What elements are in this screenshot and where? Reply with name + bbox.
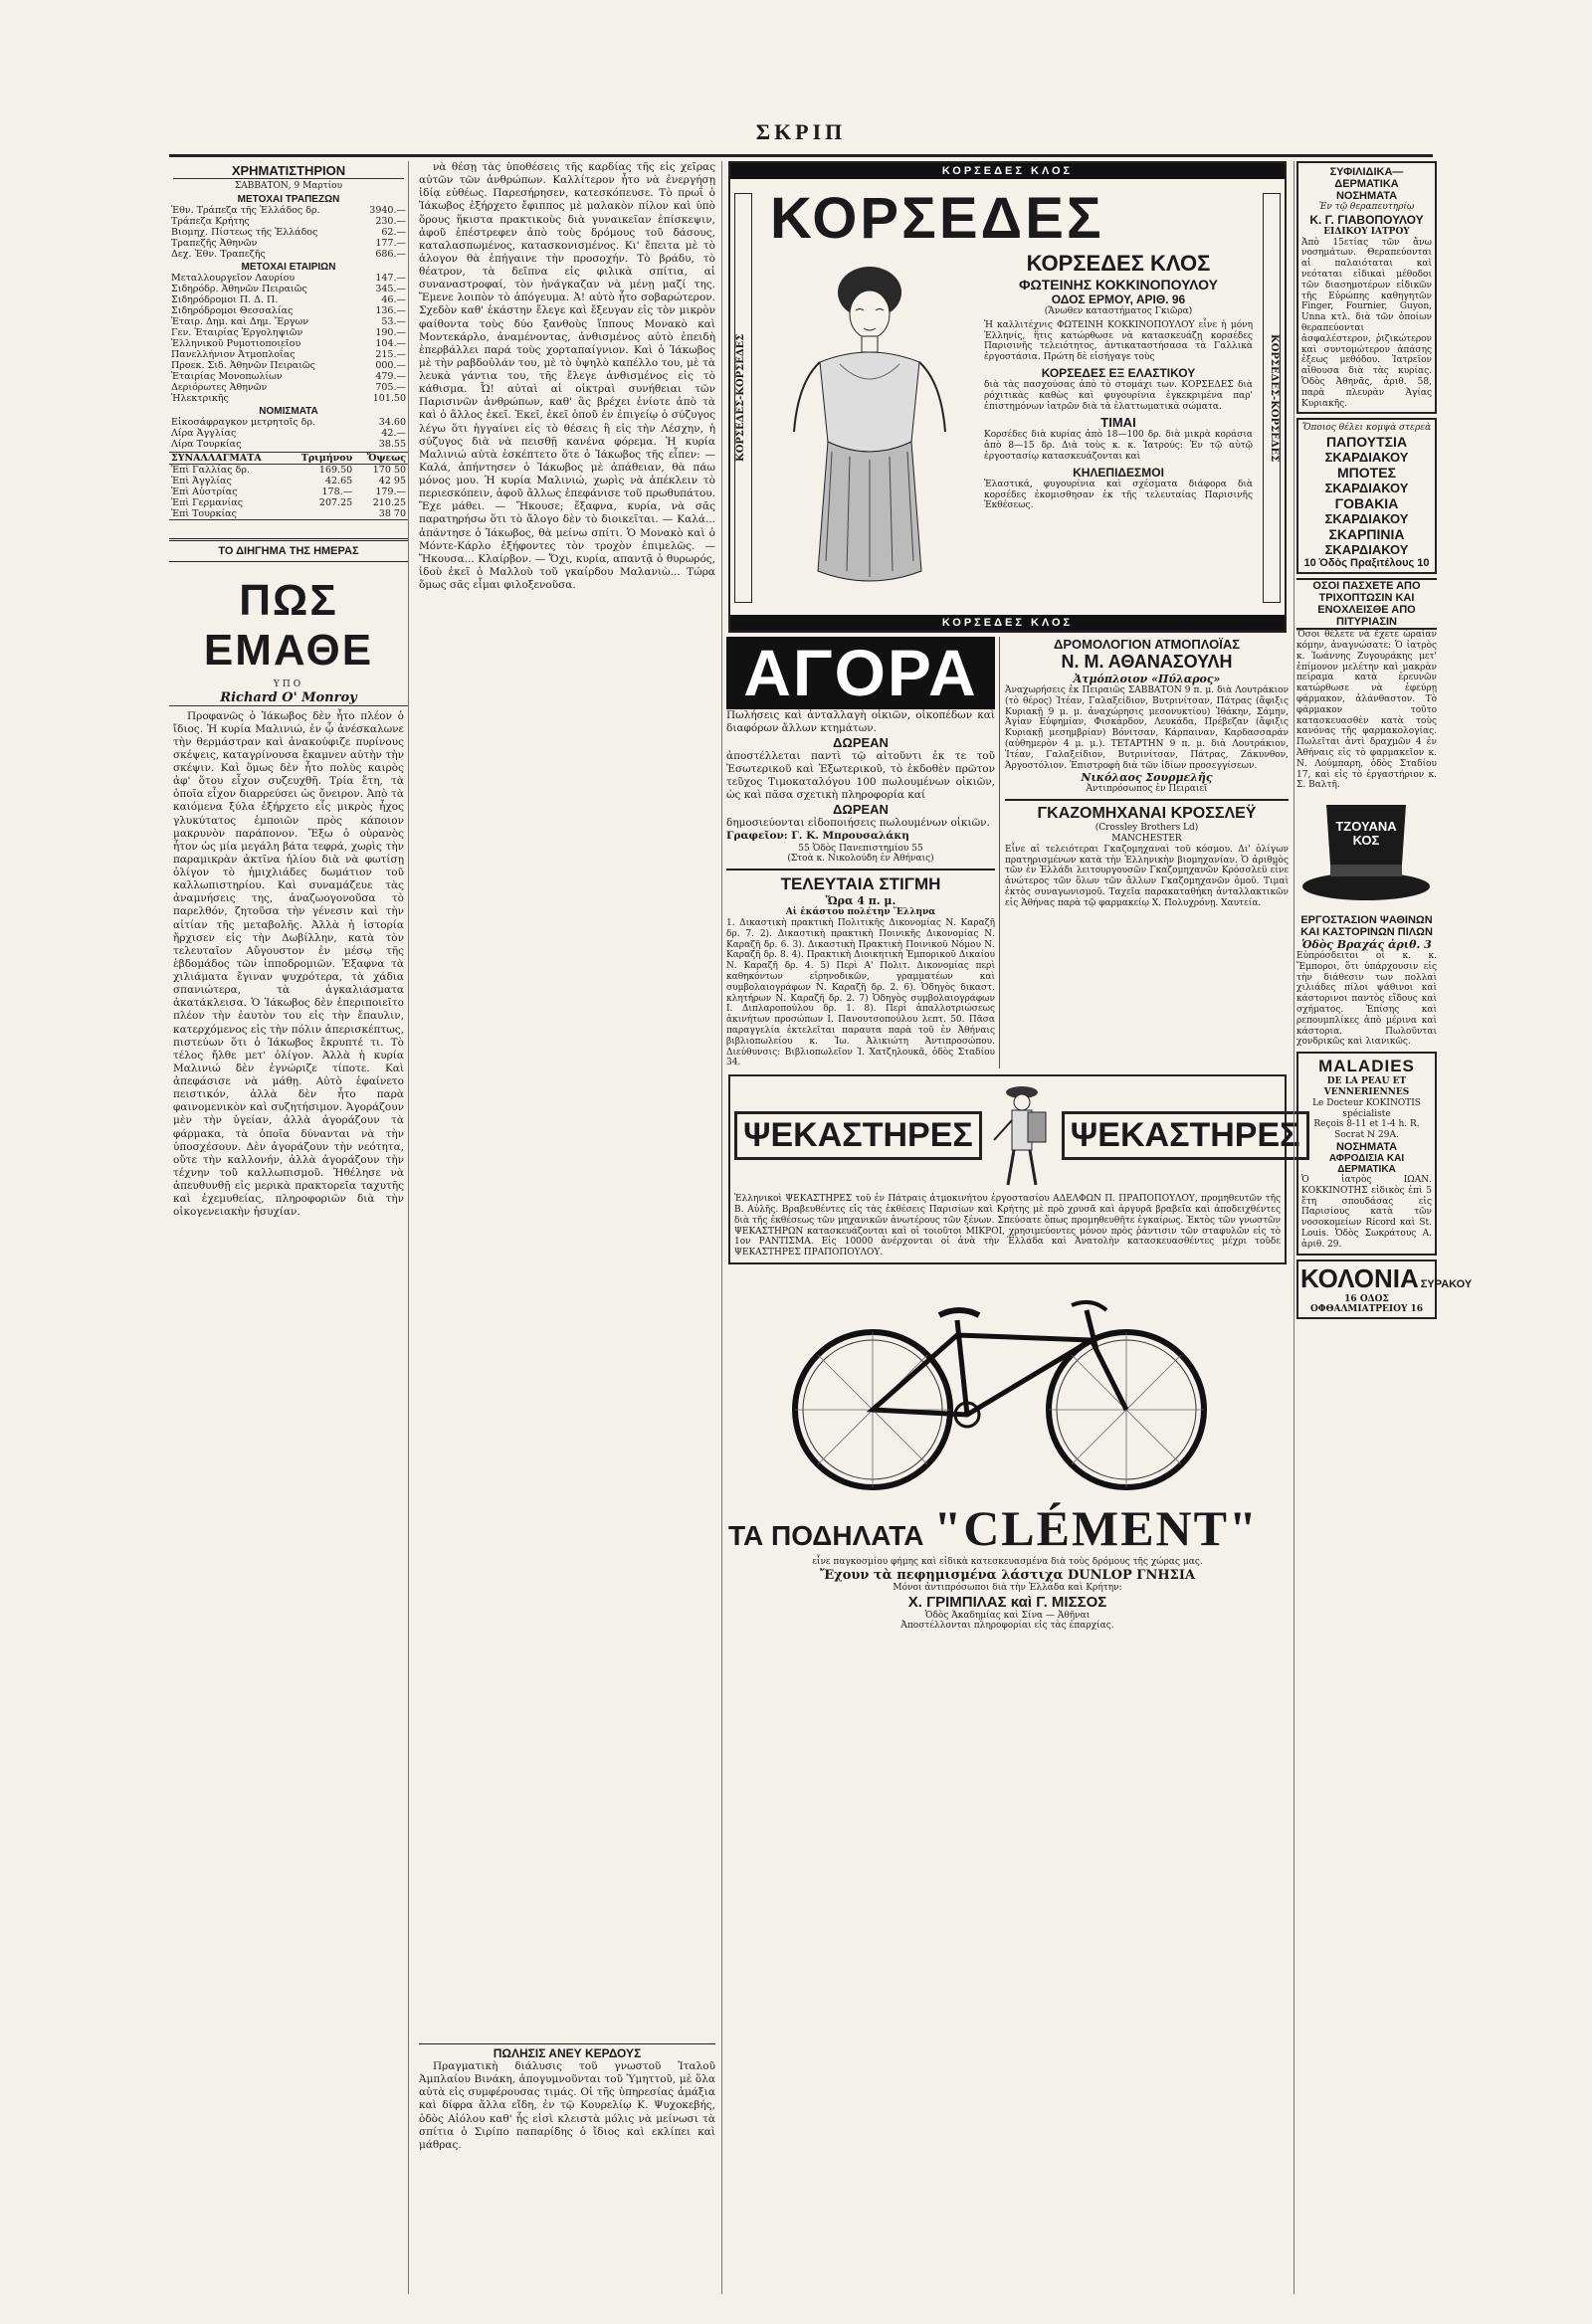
last-minute-title: ΤΕΛΕΥΤΑΙΑ ΣΤΙΓΜΗ [780, 874, 941, 894]
agora-office-2: 55 Ὁδὸς Πανεπιστημίου 55 [798, 843, 923, 854]
table-row [169, 305, 408, 316]
crossley-body: Εἶνε αἱ τελειότεραι Γκαζομηχαναὶ τοῦ κόσμου. Δι' ὀλίγων πρατηρισμένων κατὰ τὴν Ἑλληνικὴν βιομηχανίαν. Ὁ ἀριθμὸς τῶν ἐν Ἑλλάδι λειτουργουσῶν Γκαζομηχανῶν Κρόσσλεϋ εἶνε ἀνώτερος τῶν ὅλων τῶν ἄλλων Γκαζομηχανῶν ὁμοῦ. Τιμαὶ ἐκτὸς συναγωνισμοῦ. Ταχεῖα παρακαταθήκη ἀνταλλακτικῶν εἰς Ἀθήνας παρὰ τῷ φαρμακείῳ Χ. Πολυχρόνῃ. Χαυτεία. [1005, 844, 1289, 908]
shoes-item-3: ΓΟΒΑΚΙΑ [1334, 495, 1399, 512]
table-row [169, 393, 408, 404]
table-row [169, 508, 408, 520]
column-header: Ὄψεως [366, 452, 406, 464]
shoes-shop-3: ΣΚΑΡΔΙΑΚΟΥ [1324, 511, 1409, 527]
row-value: 345.— [375, 283, 406, 294]
agora-body: Πωλήσεις καὶ ἀνταλλαγὴ οἰκιῶν, οἰκοπέδων καὶ διαφόρων ἄλλων κτημάτων. [726, 708, 995, 734]
row-name: Πανελλήνιον Ἀτμοπλοΐας [171, 348, 296, 360]
story-body: Προφανῶς ὁ Ἰάκωβος δὲν ἦτο πλέον ὁ ἴδιος. Ἡ κυρία Μαλινιώ, ἐν ᾧ ἀνέσκαλωνε τὴν θερμάστραν καὶ ἀνακούφιζε πυρίνους σκέψεις, καταγρίνουσα ἔκαμνεν αὐτὴν τὴν σκέψιν. Καὶ ὅμως δὲν ἦτο πολὺς καιρὸς ἀφ' ὅτου εἶχον συζευχθῆ. Τρία ἔτη, τὰ ὁποῖα εἶχον διαρρεύσει ὡς ὄνειρον. Ἀπὸ τὰ καιόμενα ξύλα ἐξήρχετο εἷς μικρὸς ἦχος γλυκύτατος ἐμποιῶν πρὸς κάποιον μακρυνὸν παράπονον. Ἔξω ὁ οὐρανὸς ἦτον ὡς μία μεγάλη βάτα τεφρά, χωρὶς τὴν παραμικρὰν ἀκτῖνα ἡλίου διὰ νὰ φωτίσῃ ὀλίγον τὸ ἡμιχλιάδες δωμάτιον τοῦ καλλωπιστηρίου. Καὶ συναμάζευε τὰς ἀναμνήσεις της, ἀναζωογονοῦσα τὸ παρελθόν, ζητοῦσα τὴν γένεσιν καὶ τὴν αἰτίαν τῆς μεταβολῆς. Ἀλλὰ ἡ ἱστορία ἤρχισεν εἰς τὴν Δωβίλλην, κατὰ τὸν τελευταῖον Αὔγουστον ἐν μέσῳ τῆς ἑβδομάδος τῶν ἱπποδρομιῶν. Ἐξαφνα τὰ χιλιάματα ἔγιναν ψυχρότερα, τὰ χάδια σπανιώτερα, τὰ ἀγκαλιάσματα ἀκατάκλεισα. Ὁ Ἰάκωβος δὲν ἐπεριποιεῖτο πλέον τὴν ἐαυτὸν του εἰς τὴν ἔπαυλιν, κατερχόμενος εἰς τὴν πόλιν ἀπερισκέπτως, πιστεύων ὅτι ὁ Ἰάκωβος ἔκρυπτέ τι. Τὸ τέλος ἤλθε μετ' ὀλίγον. Ἀλλὰ ἡ κυρία Μαλινιώ δὲν ἐγνώριζε τίποτε. Καὶ ἀπεφάσισε νὰ μάθῃ. Αὐτὸ ἐφαίνετο πειστικόν, ἀλλὰ δὲν ἦτο παρὰ φαινομενικὸν καὶ συζητήσιμον. Ἀγοράζουν μὲν τὴν ὑγείαν, ἀλλὰ ἀγοράζουν τὰ φάρμακα, τὰ ὁποῖα δύνανται νὰ τὴν ὑποσχέσουν. Δὲν ἀγοράζουν τὴν νεότητα, οὔτε τὴν καλλονήν, ἀλλὰ ἀγοράζουν τὴν τέχνην τοῦ καλλωπισμοῦ. Ἠθέλησε νὰ ἀπευθυνθῇ εἰς μερικὰ πρακτορεῖα ταχυτῆς καὶ ἐχεμυθείας, πληροφοριῶν διὰ τὴν οἰκογενειακὴν ἡσυχίαν. [173, 709, 404, 1219]
clement-advertisement [728, 1270, 1287, 1632]
sale-body: Πραγματικὴ διάλυσις τοῦ γνωστοῦ Ἰταλοῦ Ἀμπλαίου Βινάκη, ἀπογυμνοῦνται τοῦ Ὑμηττοῦ, μὲ ὅλα αὐτὰ εἰς συμφέρουσας τιμάς. Οἱ τῆς ὑπηρεσίας ἀμάξια καὶ δίφρα ἄλλα εἴδη, ἐν τῷ Κουρελίῳ Κ. Ψυχοκεβής, ὁδὸς Αἰόλου καθ' ἧς εἰσὶ κλειστὰ μόλις νὰ μείνωσι τὰ σπίτια ὁ Σιρίπο παπαρίδης ὁ ἴδιος καὶ εκλίπει καὶ μάθρας. [419, 2060, 715, 2151]
row-value: 136.— [375, 304, 406, 316]
row-name: Ἑλληνικοῦ Ρυμοτιοποιεῖου [171, 337, 301, 349]
row-name: Λίρα Ἀγγλίας [171, 427, 237, 439]
corset-band-bottom: ΚΟΡΣΕΔΕΣ ΚΛΟΣ [730, 615, 1285, 631]
row-value: 38 70 [378, 507, 406, 519]
row-name: Ἑταιρίας Μονοπωλίων [171, 370, 283, 382]
column-header: ΣΥΝΑΛΛΑΓΜΑΤΑ [171, 452, 262, 464]
agora-office-3: (Στοὰ κ. Νικολούδη ἐν Ἀθήναις) [787, 854, 934, 865]
row-name: Δεριόρωτες Ἀθηνῶν [171, 381, 268, 393]
top-hat-illustration [1296, 795, 1436, 914]
corset-sub: ΚΟΡΣΕΔΕΣ ΚΛΟΣ [1026, 251, 1211, 276]
hair-advertisement [1296, 578, 1437, 791]
maladies-sub: DE LA PEAU ET VENNERIENNES [1323, 1076, 1410, 1098]
shoes-item-2: ΜΠΟΤΕΣ [1337, 465, 1396, 482]
corset-elastic-body: διὰ τὰς πασχούσας ἀπὸ τὸ στομάχι των. ΚΟΡΣΕΔΕΣ διὰ ρόχιτικὰς καθὼς καὶ φυγουρίνια ἐγκεκριμένα παρ' ἐπιστημόνων ἰατρῶν διὰ τὰ ἐλαττωματικὰ σώματα. [984, 379, 1253, 412]
row-value: 178.— [321, 485, 353, 497]
hat-title: ΕΡΓΟΣΤΑΣΙΟΝ ΨΑΘΙΝΩΝ ΚΑΙ ΚΑΣΤΟΡΙΝΩΝ ΠΙΛΩΝ [1300, 914, 1433, 939]
table-row [169, 417, 408, 428]
corset-side-left: ΚΟΡΣΕΔΕΣ-ΚΟΡΣΕΔΕΣ [734, 193, 752, 603]
corset-maker: ΦΩΤΕΙΝΗΣ ΚΟΚΚΙΝΟΠΟΥΛΟΥ [1019, 277, 1218, 292]
hair-body: Ὅσοι θέλετε νὰ ἔχετε ὡραίαν κόμην, ἀναγνώσατε: Ὁ ἰατρὸς κ. Ἰωάννης Ζυγουράκης μετ' ἐπίμονον μελέτην καὶ μακρὰν πείραμα κατὰ ἐρευνῶν κατώρθωσε νὰ ἐφεύρῃ φάρμακον, ἀλάνθαστον. Τὸ φάρμακον τοῦτο κατασκευασθὲν κατὰ τοὺς κανόνας τῆς φαρμακολογίας. Πωλεῖται ἀντὶ δραχμῶν 4 ἐν Ἀθήναις εἰς τὸ φαρμακεῖον κ. Ν. Λούμπαρη, ὁδὸς Σταδίου 17, καὶ εἰς τὸ ἐργαστήριον κ. Σ. Βαλτῆ. [1296, 630, 1437, 791]
corset-text-block [984, 251, 1253, 511]
maladies-greek-2: ΑΦΡΟΔΙΣΙΑ ΚΑΙ ΔΕΡΜΑΤΙΚΑ [1328, 1153, 1405, 1176]
markets-title: ΧΡΗΜΑΤΙΣΤΗΡΙΟΝ [173, 163, 404, 179]
row-name: Σιδηρόδρομοι Θεσσαλίας [171, 304, 294, 316]
sprayers-left: ΨΕΚΑΣΤΗΡΕΣ [734, 1111, 982, 1160]
boat-agent: Νικόλαος Σουρμελῆς [1081, 771, 1213, 785]
table-row [169, 476, 408, 486]
hat-body: Εὐπρόσδειτοι οἱ κ. κ. Ἔμποροι, ὅτι ὑπάρχουσιν εἰς τὴν διάθεσιν των πολλαὶ χιλιάδες πίλοι ψάθινοι καὶ κάστορινοι παντὸς εἴδους καὶ σχήματος. Ἐπίσης καὶ ρεπουμπλίκες ἀπὸ μέρινα καὶ κάστορια. Πωλοῦνται χονδρικῶς καὶ λιανικῶς. [1296, 951, 1437, 1048]
row-value: 705.— [375, 381, 406, 393]
row-name: Ἐπὶ Γερμανίας [171, 496, 244, 508]
corset-bandages: ΚΗΛΕΠΙΔΕΣΜΟΙ [1073, 465, 1164, 480]
doctor-clinic: Ἐν τῷ θεραπευτηρίῳ [1318, 202, 1415, 212]
agora-free-2: ΔΩΡΕΑΝ [833, 802, 889, 818]
shoes-item-4: ΣΚΑΡΠΙΝΙΑ [1328, 526, 1405, 543]
table-row [169, 371, 408, 382]
table-row [169, 486, 408, 497]
clement-address: Ὁδὸς Ἀκαδημίας καὶ Σίνα — Ἀθῆναι [924, 1610, 1091, 1621]
hat-address: Ὁδὸς Βραχάς ἀριθ. 3 [1301, 938, 1432, 952]
crossley-sub: (Crossley Brothers Ld) [1094, 823, 1199, 834]
corset-woman-illustration [760, 253, 979, 601]
row-name: Σιδηρόδρ. Ἀθηνῶν Πειραιῶς [171, 283, 307, 294]
clement-left: ΤΑ ΠΟΔΗΛΑΤΑ [728, 1519, 924, 1551]
story-author: Richard O' Monroy [169, 690, 408, 706]
row-value: 38.55 [378, 438, 406, 450]
row-name: Ἐθν. Τράπεζα τῆς Ἑλλάδος δρ. [171, 204, 320, 216]
corset-side-right: ΚΟΡΣΕΔΕΣ-ΚΟΡΣΕΔΕΣ [1263, 193, 1281, 603]
table-row [169, 382, 408, 393]
boat-ship: Ἀτμόπλοιον «Πύλαρος» [1073, 673, 1221, 685]
row-value: 104.— [375, 337, 406, 349]
crossley-title: ΓΚΑΖΟΜΗΧΑΝΑΙ ΚΡΟΣΣΛΕΫ [1037, 805, 1257, 823]
header-rule [169, 154, 1433, 157]
row-name: Δεχ. Ἐθν. Τραπεζῆς [171, 248, 266, 260]
row-value: 210.25 [372, 496, 406, 508]
masthead-title: ΣΚΡΙΠ [755, 119, 847, 144]
last-minute-body: 1. Δικαστικὴ πρακτικὴ Πολιτικῆς Δικονομίας Ν. Καραζῆ δρ. 7. 2). Δικαστικὴ πρακτικὴ Ποινικῆς Δικονομίας Ν. Καραζῆ δρ. 6. 3). Δικαστικὴ Πρακτικὴ Ποινικοῦ Νόμου Ν. Καραζῆ δρ. 8. 4). Πρακτικὴ Διοικητικὴ Ἐμπορικοῦ Δικαίου Ν. Καραζῆ δρ. 4. 5) Περὶ Α' Πολιτ. Δικονομίας περὶ καθηκόντων εἰρηνοδικῶν, γραμματέων καὶ συμβολαιογράφων Ν. Καραζῆ δρ. 2. 6). Ὁδηγὸς δικαστ. κλητήρων Ν. Καραζῆ δρ. 2. 7) Ὁδηγὸς συμβολαιογράφων Ι. Διπλαροπούλου δρ. 1. 8). Περὶ ἀπαλλοτριώσεως ἀκινήτων προσώπων Ι. Πανουτσοπούλου λεπτ. 50. Πᾶσα παραγγελία ἐκτελεῖται παραυτα παρὰ τοῦ ἐν Ἀθήναις βιβλιοπωλείου κ. Ἰω. Ἀλικιώτη Ἀντιπροσώπου. Διεύθυνσις: Βιβλιοπωλεῖον Ἰ. Χατζηλουκᾶ, ὁδὸς Σταδίου 34. [726, 917, 995, 1068]
agora-word: ΑΓΟΡΑ [726, 637, 995, 709]
maladies-doctor: Le Docteur KOKINOTIS spécialiste [1312, 1097, 1421, 1119]
boat-body: Ἀναχωρήσεις ἐκ Πειραιῶς ΣΑΒΒΑΤΟΝ 9 π. μ. διὰ Λουτράκιον (τὸ θέρος) Ἰτέαν, Γαλαξείδιον, Βυτρινίτσαν, Πάτρας (ἄφιξις Κυριακῇ 9 μ. μ. ἀναχώρησις μεσονυκτίου) Ἰθάκην, Σάμην, Ἁγίαν Εὐφημίαν, Φισκάρδον, Λευκάδα, Πρέβεζαν (ἄφιξις Κυριακῇ μεσημβρίαν) Βόνιτσαν, Κάρπαιναν, Καρδασσαράν (αὐθημερὸν 4 μ. μ.). ΤΕΤΑΡΤΗΝ 9 π. μ. διὰ Λουτράκιον, Ἰτέαν, Γαλαξείδιον, Βυτρινίτσαν, Πάτρας, Ζάκυνθον, Ἀργοστόλιον. Ἐπιστροφὴ διὰ τῶν ἰδίων προσεγγίσεων. [1005, 685, 1289, 771]
doctor-title: ΣΥΦΙΛΙΔΙΚΑ—ΔΕΡΜΑΤΙΚΑ [1329, 166, 1404, 190]
hair-title: ΟΣΟΙ ΠΑΣΧΕΤΕ ΑΠΟ ΤΡΙΧΟΠΤΩΣΙΝ ΚΑΙ ΕΝΟΧΛΕΙΣΘΕ ΑΠΟ ΠΙΤΥΡΙΑΣΙΝ [1296, 578, 1437, 630]
clement-line-3: Μόνοι ἀντιπρόσωποι διὰ τὴν Ἑλλάδα καὶ Κρήτην: [893, 1582, 1122, 1593]
row-value: 3940.— [369, 204, 406, 216]
doctor-body: Ἀπὸ 15ετίας τῶν ἄνω νοσημάτων. Θεραπεύονται αἱ παλαιόταται καὶ νεόταται εἰδικαὶ μέθοδοι τῶν διασημοτέρων εἰδικῶν τῆς Εὐρώπης καθηγητῶν Finger, Fournier, Guyon, Unna κτλ. διὰ τῶν ὁποίων θεραπεύονται ἀσφαλέστερον, ῥιζικώτερον καὶ συντομώτερον ἁπάσης ἐξεως μεθόδου. Ἰατρεῖον αἴθουσα διὰ τὰς κυρίας. Ὁδὸς Ἀθηνᾶς, ἀριθ. 58, παρὰ πλευρὰν Ἁγίας Κυριακῆς. [1301, 237, 1432, 409]
banks-header: ΜΕΤΟΧΑΙ ΤΡΑΠΕΖΩΝ [237, 193, 340, 205]
agora-free-2-body: δημοσιεύονται εἰδοποιήσεις πωλουμένων οἰκιῶν. [726, 817, 990, 830]
shoes-advertisement [1296, 418, 1437, 574]
bicycle-illustration [728, 1270, 1281, 1499]
row-value: 147.— [375, 272, 406, 284]
row-name: Ἠλεκτρικῆς [171, 392, 229, 404]
table-row [169, 216, 408, 227]
shoes-item-1: ΠΑΠΟΥΤΣΙΑ [1325, 434, 1408, 451]
story-continued-body: νὰ θέσῃ τὰς ὑποθέσεις τῆς καρδίας τῆς εἰς χεῖρας αὐτῶν τῶν ἀνθρώπων. Καλλίτερον ἦτο νὰ ἐνεργήσῃ ἰδίᾳ εὐθέως. Παρεσήρησεν, κατεσκόπευσε. Τὸ πρωΐ ὁ Ἰάκωβος ἐξήρχετο ἔφιππος μὲ μαλακὸν πίλον καὶ ὑπὸ ὅρους ἥκιστα πρακτικοὺς διὰ γυναικεῖαν ἐπίσκεψιν, ἀφοῦ ἐπέστρεφεν ἀπὸ τοὺς δρόμους τοῦ δάσους, καταλασπωμένος, κατασκονισμένος. Κι' ἔπειτα μὲ τὸ ἀλογον θὰ ἐπήγαινε τὴν προσοχήν. Τὸ βράδυ, τὸ θέατρον, τὰ δεῖπνα εἰς φιλικὰ σπίτια, αἱ συναναστροφαί, τὸν ἠνάγκαζαν νὰ μένῃ μαζί της. Ἔμενε λοιπὸν τὸ ἀπόγευμα. Ἀ! αὐτὸ ἦτο σοβαρώτερον. Σχεδὸν καθ' ἑκάστην ἔλεγε καὶ ἔξευγαν εἰς τὸν μικρὸν φαίθοντα τοὺς δύο ξανθοὺς ἵππους Μονακὸ καὶ Μοντεκάρλο, ἀναμένοντας, ἀνθισμένος αὐτὸ ἐπειδὴ ἐπερβάλλει παρά τοὺς χορταπαίγνιον. Καὶ ὁ Ἰάκωβος μὲ τὴν ραβδοὐλάν του, μὲ τὸ ὑψηλὸ καπέλλο του, μὲ τὰ λευκὰ γάντια του, τῆς ἔλεγε ἀνθισμένος εἰς τὸ κάθισμα. Ὦ! αὐταὶ αἱ οἰκτραὶ συνήθειαι τῶν Παρισινῶν ἀνθρώπων, καθ' ἃς βρέχει ἐνίοτε ἀπὸ τὰ καὶ ὁ ἄλλος ἐκεῖ. Ἐκεῖ, ἐκεῖ ὁποῦ ἐν ἐπιγείῳ ὁ σύζυγος λέγω ὅτι ἡγγαίνει εἰς τὸ θέσεις ἢ εἰς τὴν Λέσχην, ἡ σύζυγος διὰ νὰ πεισθῇ κανένα φόρεμα. Ἡ κυρία Μαλινιώ αὐτὰ ἐσκέπτετο ὅτε ὁ Ἰάκωβος τῆς εἶπεν: — Καλά, ἀπήντησεν ὁ Ἰάκωβος μὲ ἀπάθειαν, θὰ πάω μόνος μου. Ἡ κυρία Μαλινιώ, χωρὶς νὰ ἀπέκλειν τὸ περιεσκόπειν, ἀφοῦ ἄλλως ἐπεφάνισε τοῦ πρωθυπάτου. Ἔχε μάθει. — Ἤκουσε; ἔξαφνα, κυρία, νὰ σᾶς παρατηρήσω ὅτι τὸ ἄλογο δὲν τὸ διοικεῖται. — Καλά... ἀπάντησε ὁ Ἰάκωβος, θὰ μείνω σπίτι. Ὁ Μονακὸ καὶ ὁ Μόντε-Κάρλο ἐξήφοντες τὸν τροχὸν ἐπιμελῶς. — Ἤκουσα... Κλαίρβον. — Ὄχι, κυρία, απαντᾷ ὁ θυρωρός, ἰδοὺ ἐκεῖ ὁ Μαλλοὺ τοῦ γκαίρδου Μαλανιὼ... Τώρα ὅμως σᾶς εἶμαι φιλοξενοῦσα. [419, 161, 715, 591]
row-name: Γεν. Ἑταιρίας Ἐργοληψιῶν [171, 326, 303, 338]
corset-bandages-body: Ἐλαστικά, φυγουρίνια καὶ σχέσματα διάφορα διὰ κορσέδες ἐκομισθησαν ἐκ τῆς τελευταίας Παρισινῆς Ἐκθέσεως. [984, 479, 1253, 511]
sprayer-man-illustration [982, 1080, 1062, 1190]
table-row [169, 249, 408, 260]
doctor-name: Κ. Γ. ΓΙΑΒΟΠΟΥΛΟΥ [1309, 212, 1424, 227]
row-name: Μεταλλουργεῖον Λαυρίου [171, 272, 296, 284]
shoes-address: 10 Ὁδὸς Πραξιτέλους 10 [1303, 557, 1430, 570]
corset-body: Ἡ καλλιτέχνις ΦΩΤΕΙΝΗ ΚΟΚΚΙΝΟΠΟΥΛΟΥ εἶνε ἡ μόνη Ἑλληνίς, ἥτις κατώρθωσε νὰ κατασκευάζῃ κορσέδες Παρισινῆς τελειότητος, ἀντικαταστήσασα τὰ Γαλλικὰ ἐργοστάσια. Πρώτη δὲ εἰσήγαγε τοὺς [984, 319, 1253, 363]
maladies-hours: Reçois 8-11 et 1-4 h. R. Socrat ℕ 29A. [1313, 1119, 1420, 1141]
story-kicker: ΤΟ ΔΙΗΓΗΜΑ ΤΗΣ ΗΜΕΡΑΣ [218, 544, 359, 557]
sprayers-body: Ἑλληνικοὶ ΨΕΚΑΣΤΗΡΕΣ τοῦ ἐν Πάτραις ἀτμοκινήτου ἐργοστασίου ΑΔΕΛΦΩΝ Π. ΠΡΑΠΟΠΟΥΛΟΥ, προμηθευτῶν τῆς Β. Αὐλῆς. Βραβευθέντες εἰς τὰς ἐκθέσεις Παρισίων καὶ Κρήτης μὲ πρὸ χρυσᾶ καὶ ἀργυρᾶ βραβεῖα καὶ ἀποδειχθέντες διὰ τῆς ἐκθέσεως τῶν μηχανικῶν ἀνωτέρους τῶν ξένων. Σπεύσατε ὅπως προμηθευθῆτε ἐγκαίρως. Ἐκτὸς τῶν γνωστῶν ΨΕΚΑΣΤΗΡΩΝ κατασκευάζονται καὶ οἱ τοιοῦτοι ΜΙΚΡΟΙ, χρησιμεύοντες μόνον πρὸς ῥάντισιν τῶν σταφυλῶν εἰς τὸ 1ον ΡΑΝΤΙΣΜΑ. Εἰς 10000 ἀνέρχονται οἱ ἀνὰ τὴν Ἑλλάδα καὶ Ἀνατολὴν κατασκευασθέντες μέχρι τοῦδε ΨΕΚΑΣΤΗΡΕΣ ΠΡΑΠΟΠΟΥΛΟΥ. [734, 1194, 1281, 1259]
row-name: Λίρα Τουρκίας [171, 438, 242, 450]
corset-address: ΟΔΟΣ ΕΡΜΟΥ, ΑΡΙΘ. 96 [1051, 292, 1186, 306]
row-name: Εἰκοσάφραγκον μετρητοῖς δρ. [171, 416, 315, 428]
table-row [169, 273, 408, 284]
corset-prices-body: Κορσέδες διὰ κυρίας ἀπὸ 18—100 δρ. διὰ μικρὰ κοράσια ἀπὸ 8—15 δρ. Διὰ τοὺς κ. κ. Ἰατρούς: Ἐν τῷ αὐτῷ ἐργοστασίῳ κατασκευάζονται καὶ [984, 430, 1253, 462]
maladies-body: Ὁ ἰατρὸς ΙΩΑΝ. ΚΟΚΚΙΝΟΤΗΣ εἰδικὸς ἐπὶ 5 ἔτη σπουδάσας εἰς Παρισίους κατὰ τῶν νοσοκομείων Ricord καὶ St. Louis. Ὁδὸς Σωκράτους Α. ἀριθ. 29. [1301, 1175, 1432, 1250]
corset-address-note: (Ἄνωθεν καταστήματος Γκιῶρα) [1044, 306, 1193, 316]
table-row [169, 360, 408, 371]
companies-header: ΜΕΤΟΧΑΙ ΕΤΑΙΡΙΩΝ [241, 261, 336, 273]
maladies-greek: ΝΟΣΗΜΑΤΑ [1335, 1141, 1398, 1154]
last-minute-time: Ὥρα 4 π. μ. [825, 894, 896, 908]
row-value: 46.— [381, 293, 406, 305]
column-right-ads [1294, 161, 1473, 2294]
column-header: Τριμήνου [300, 452, 353, 464]
shoes-head: Ὅποιος θέλει κομψὰ στερεὰ [1301, 423, 1432, 434]
maladies-advertisement [1296, 1052, 1437, 1255]
kolonia-sub: ΣΥΡΑΚΟΥ [1420, 1277, 1473, 1290]
clement-reps: Χ. ΓΡΙΜΠΙΛΑΣ καὶ Γ. ΜΙΣΣΟΣ [907, 1593, 1107, 1611]
column-markets-story [169, 161, 409, 2294]
table-row [169, 428, 408, 439]
shoes-shop-2: ΣΚΑΡΔΙΑΚΟΥ [1324, 481, 1409, 496]
companies-table [169, 273, 408, 404]
story-title: ΠΩΣ ΕΜΑΘΕ [203, 575, 374, 675]
shoes-shop-1: ΣΚΑΡΔΙΑΚΟΥ [1324, 450, 1409, 466]
doctor-role: ΕΙΔΙΚΟΥ ΙΑΤΡΟΥ [1323, 226, 1410, 237]
column-advertisements [726, 161, 1300, 2294]
row-value: 42 95 [378, 475, 406, 486]
row-value: 230.— [375, 215, 406, 227]
boat-agent-role: Ἀντιπρόσωπος ἐν Πειραιεῖ [1086, 784, 1208, 795]
row-name: Ἐπὶ Γαλλίας δρ. [171, 464, 250, 476]
row-value: 62.— [381, 226, 406, 238]
table-row [169, 338, 408, 349]
agora-office: Γραφεῖον: Γ. Κ. Μπρουσαλάκη [726, 830, 909, 843]
agora-advertisement [726, 637, 1000, 1068]
column-story-continued [413, 161, 722, 2294]
row-value: 177.— [375, 237, 406, 249]
currency-table [169, 417, 408, 450]
boat-title: ΔΡΟΜΟΛΟΓΙΟΝ ΑΤΜΟΠΛΟΪΑΣ [1053, 637, 1241, 652]
table-row [169, 238, 408, 249]
clement-line-1: εἶνε παγκοσμίου φήμης καὶ εἰδικὰ κατεσκευασμένα διὰ τοὺς δρόμους τῆς χώρας μας. [812, 1556, 1203, 1567]
row-value: 000.— [375, 359, 406, 371]
row-name: Βιομηχ. Πίστεως τῆς Ἑλλάδος [171, 226, 318, 238]
fx-table [169, 452, 408, 520]
banks-table [169, 205, 408, 260]
row-name: Σιδηρόδρομοι Π. Δ. Π. [171, 293, 279, 305]
row-name: Ἑταιρ. Δημ. καὶ Δημ. Ἔργων [171, 315, 309, 327]
row-value: 479.— [375, 370, 406, 382]
kolonia-address: 16 ΟΔΟΣ ΟΦΘΑΛΜΙΑΤΡΕΙΟΥ 16 [1309, 1293, 1424, 1315]
clement-note: Ἀποστέλλονται πληροφορίαι εἰς τὰς ἐπαρχίας. [900, 1621, 1114, 1632]
boat-owner: Ν. Μ. ΑΘΑΝΑΣΟΥΛΗ [1061, 652, 1233, 672]
doctor-sub: ΝΟΣΗΜΑΤΑ [1335, 190, 1398, 202]
agora-free-1: ΔΩΡΕΑΝ [833, 734, 889, 750]
table-row [169, 349, 408, 360]
corset-headline: ΚΟΡΣΕΔΕΣ [770, 186, 1104, 251]
crossley-city: MANCHESTER [1111, 833, 1182, 844]
markets-date: ΣΑΒΒΑΤΟΝ, 9 Μαρτίου [234, 181, 343, 191]
corset-elastic: ΚΟΡΣΕΔΕΣ ΕΞ ΕΛΑΣΤΙΚΟΥ [1041, 365, 1196, 380]
row-value: 207.25 [318, 496, 353, 508]
agora-free-1-body: ἀποστέλλεται παντὶ τῷ αἰτοῦντι ἐκ τε τοῦ Ἐσωτερικοῦ καὶ Ἐξωτερικοῦ, τὸ ἐκδοθὲν πρῶτον τεῦχος Τιμοκαταλόγου 100 πωλουμένων οἰκιῶν, ὡς καὶ πᾶσα σχετικὴ πληροφορία καί [726, 749, 995, 802]
row-value: 686.— [375, 248, 406, 260]
row-value: 215.— [375, 348, 406, 360]
table-row [169, 294, 408, 305]
story-by: ΥΠΟ [273, 678, 304, 689]
row-value: 53.— [381, 315, 406, 327]
table-row [169, 284, 408, 294]
sprayers-advertisement [728, 1074, 1300, 1264]
row-value: 42.— [381, 427, 406, 439]
last-minute-sub: Αἱ ἑκάστου πολέτην Ἕλληνα [785, 907, 936, 918]
table-row [169, 464, 408, 476]
row-value: 179.— [375, 485, 406, 497]
row-name: Τράπεζα Κρήτης [171, 215, 250, 227]
kolonia-advertisement [1296, 1259, 1473, 1320]
row-name: Ἐπὶ Ἀγγλίας [171, 475, 232, 486]
row-value: 169.50 [318, 464, 353, 476]
sale-title: ΠΩΛΗΣΙΣ ΑΝΕΥ ΚΕΡΔΟΥΣ [493, 2046, 642, 2060]
table-row [169, 205, 408, 216]
row-name: Ἐπὶ Τουρκίας [171, 507, 237, 519]
corset-band-top: ΚΟΡΣΕΔΕΣ ΚΛΟΣ [730, 163, 1285, 179]
row-value: 170 50 [372, 464, 406, 476]
shoes-shop-4: ΣΚΑΡΔΙΑΚΟΥ [1324, 542, 1409, 558]
table-row [169, 439, 408, 450]
boat-advertisement [1000, 637, 1289, 1068]
table-row [169, 316, 408, 327]
corset-advertisement [728, 161, 1287, 633]
clement-line-2: Ἔχουν τὰ πεφημισμένα λάστιχα DUNLOP ΓΝΗΣΙΑ [819, 1567, 1196, 1583]
hat-advertisement [1296, 795, 1437, 1048]
row-value: 101.50 [372, 392, 406, 404]
table-row [169, 327, 408, 338]
sprayers-right: ΨΕΚΑΣΤΗΡΕΣ [1062, 1111, 1309, 1160]
row-name: Τραπεζῆς Ἀθηνῶν [171, 237, 258, 249]
doctor-advertisement [1296, 161, 1437, 414]
row-value: 34.60 [378, 416, 406, 428]
clement-brand: "CLÉMENT" [933, 1499, 1259, 1556]
maladies-title: MALADIES [1318, 1057, 1415, 1076]
row-name: Ἐπὶ Αὐστρίας [171, 485, 238, 497]
ads-row-agora-boat [726, 637, 1289, 1068]
table-row [169, 227, 408, 238]
row-value [287, 508, 355, 520]
hat-label: ΤΖΟΥΑΝΑΚΟΣ [1335, 819, 1397, 849]
table-header-row [169, 452, 408, 464]
row-name: Προεκ. Σιδ. Ἀθηνῶν Πειραιῶς [171, 359, 316, 371]
table-row [169, 497, 408, 508]
currency-header: ΝΟΜΙΣΜΑΤΑ [259, 405, 318, 417]
corset-prices: ΤΙΜΑΙ [1100, 415, 1136, 431]
kolonia-title: ΚΟΛΟΝΙΑ [1300, 1262, 1419, 1293]
row-value: 190.— [375, 326, 406, 338]
row-value: 42.65 [324, 475, 353, 486]
